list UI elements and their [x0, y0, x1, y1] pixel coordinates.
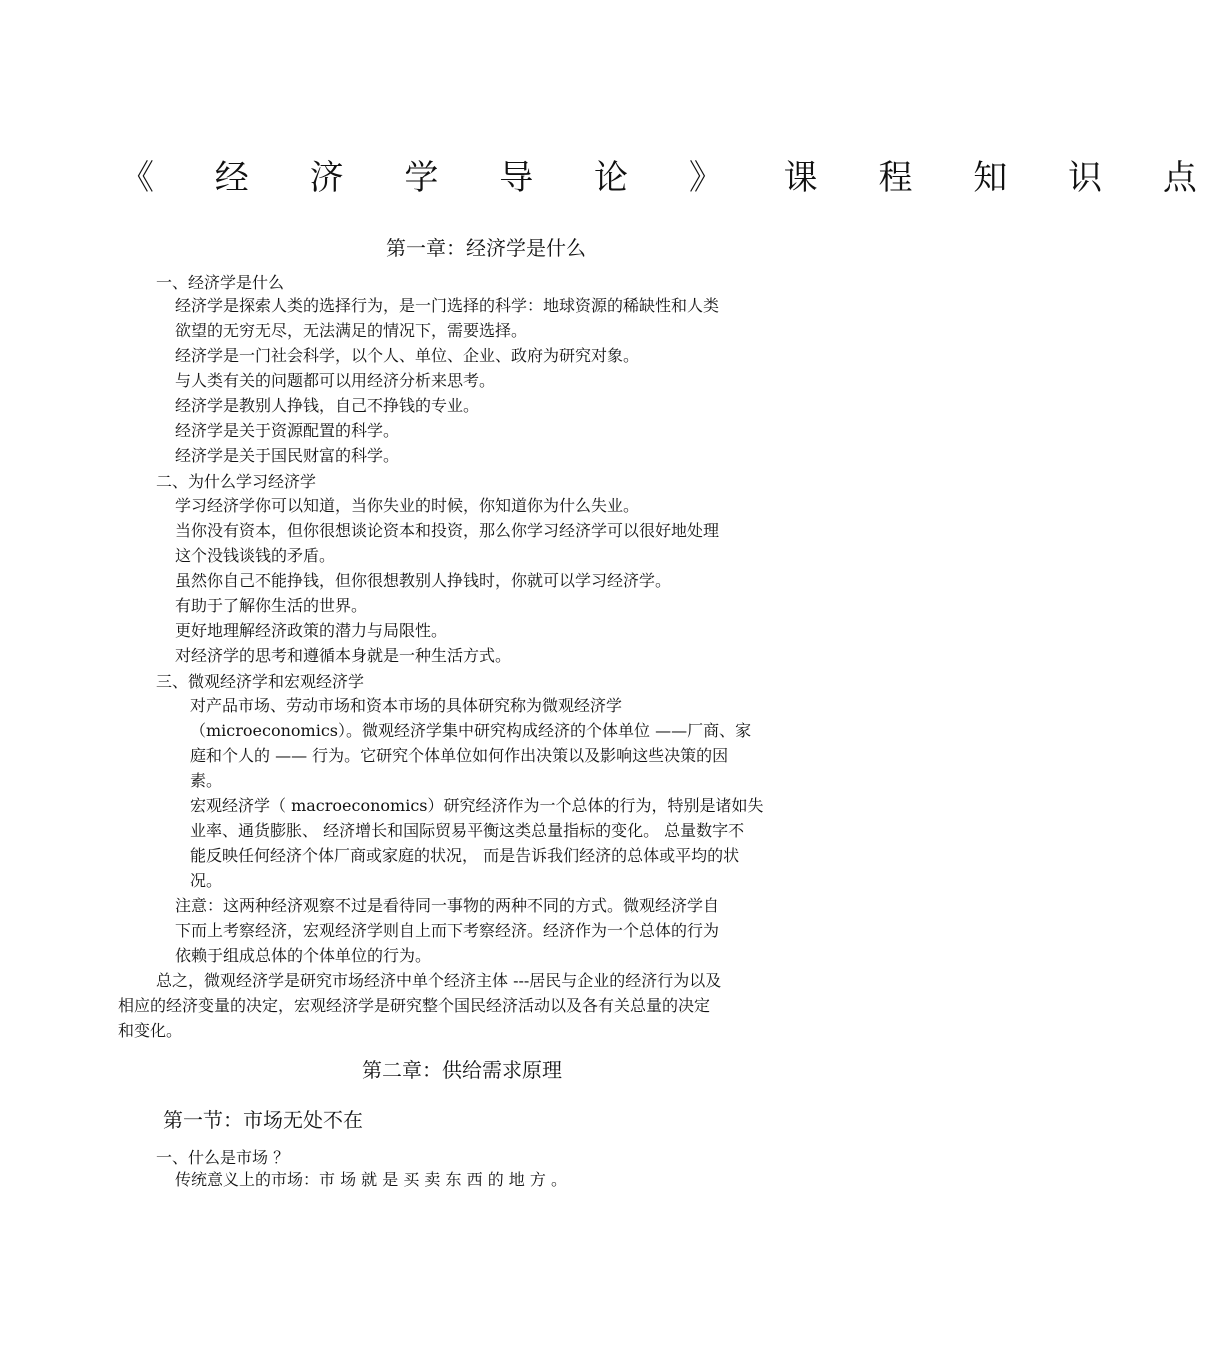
- paragraph-line: 经济学是一门社会科学，以个人、单位、企业、政府为研究对象。: [175, 346, 640, 365]
- paragraph-line: 与人类有关的问题都可以用经济分析来思考。: [175, 371, 496, 390]
- paragraph-line: 有助于了解你生活的世界。: [175, 596, 368, 615]
- paragraph-line: 经济学是探索人类的选择行为，是一门选择的科学：地球资源的稀缺性和人类: [175, 296, 720, 315]
- paragraph-line: 况。: [190, 871, 223, 890]
- paragraph-line: （microeconomics）。微观经济学集中研究构成经济的个体单位 ——厂商、家: [190, 721, 752, 740]
- paragraph-line: 这个没钱谈钱的矛盾。: [175, 546, 336, 565]
- paragraph-line: 经济学是关于国民财富的科学。: [175, 446, 400, 465]
- summary-line: 和变化。: [118, 1021, 183, 1040]
- paragraph-line: 当你没有资本，但你很想谈论资本和投资，那么你学习经济学可以很好地处理: [175, 521, 720, 540]
- paragraph-line: 经济学是教别人挣钱，自己不挣钱的专业。: [175, 396, 480, 415]
- paragraph-line: 欲望的无穷无尽，无法满足的情况下，需要选择。: [175, 321, 528, 340]
- chapter-2-section-1-title: 第一节：市场无处不在: [163, 1108, 363, 1132]
- chapter-1-title: 第一章：经济学是什么: [386, 236, 586, 260]
- chapter-2-title: 第二章：供给需求原理: [362, 1058, 562, 1082]
- paragraph-line: 业率、通货膨胀、 经济增长和国际贸易平衡这类总量指标的变化。 总量数字不: [190, 821, 745, 840]
- summary-line: 相应的经济变量的决定，宏观经济学是研究整个国民经济活动以及各有关总量的决定: [118, 996, 711, 1015]
- paragraph-line: 传统意义上的市场：市 场 就 是 买 卖 东 西 的 地 方 。: [175, 1170, 567, 1189]
- note-line: 依赖于组成总体的个体单位的行为。: [175, 946, 432, 965]
- chapter-1-section-1-heading: 一、经济学是什么: [156, 273, 285, 292]
- chapter-2-subsection-1-heading: 一、什么是市场 ？: [156, 1148, 290, 1167]
- paragraph-line: 学习经济学你可以知道，当你失业的时候，你知道你为什么失业。: [175, 496, 640, 515]
- paragraph-line: 对产品市场、劳动市场和资本市场的具体研究称为微观经济学: [190, 696, 623, 715]
- paragraph-line: 庭和个人的 —— 行为。它研究个体单位如何作出决策以及影响这些决策的因: [190, 746, 729, 765]
- chapter-1-section-3-heading: 三、微观经济学和宏观经济学: [156, 672, 365, 691]
- paragraph-line: 对经济学的思考和遵循本身就是一种生活方式。: [175, 646, 512, 665]
- note-line: 注意：这两种经济观察不过是看待同一事物的两种不同的方式。微观经济学自: [175, 896, 720, 915]
- paragraph-line: 经济学是关于资源配置的科学。: [175, 421, 400, 440]
- chapter-1-section-2-heading: 二、为什么学习经济学: [156, 472, 317, 491]
- note-line: 下而上考察经济，宏观经济学则自上而下考察经济。经济作为一个总体的行为: [175, 921, 720, 940]
- paragraph-line: 宏观经济学（ macroeconomics）研究经济作为一个总体的行为，特别是诸如失: [190, 796, 764, 815]
- document-title: 《 经 济 学 导 论 》 课 程 知 识 点: [120, 158, 1222, 198]
- paragraph-line: 更好地理解经济政策的潜力与局限性。: [175, 621, 448, 640]
- paragraph-line: 素。: [190, 771, 223, 790]
- paragraph-line: 能反映任何经济个体厂商或家庭的状况， 而是告诉我们经济的总体或平均的状: [190, 846, 740, 865]
- summary-line: 总之，微观经济学是研究市场经济中单个经济主体 ---居民与企业的经济行为以及: [156, 971, 722, 990]
- paragraph-line: 虽然你自己不能挣钱，但你很想教别人挣钱时，你就可以学习经济学。: [175, 571, 672, 590]
